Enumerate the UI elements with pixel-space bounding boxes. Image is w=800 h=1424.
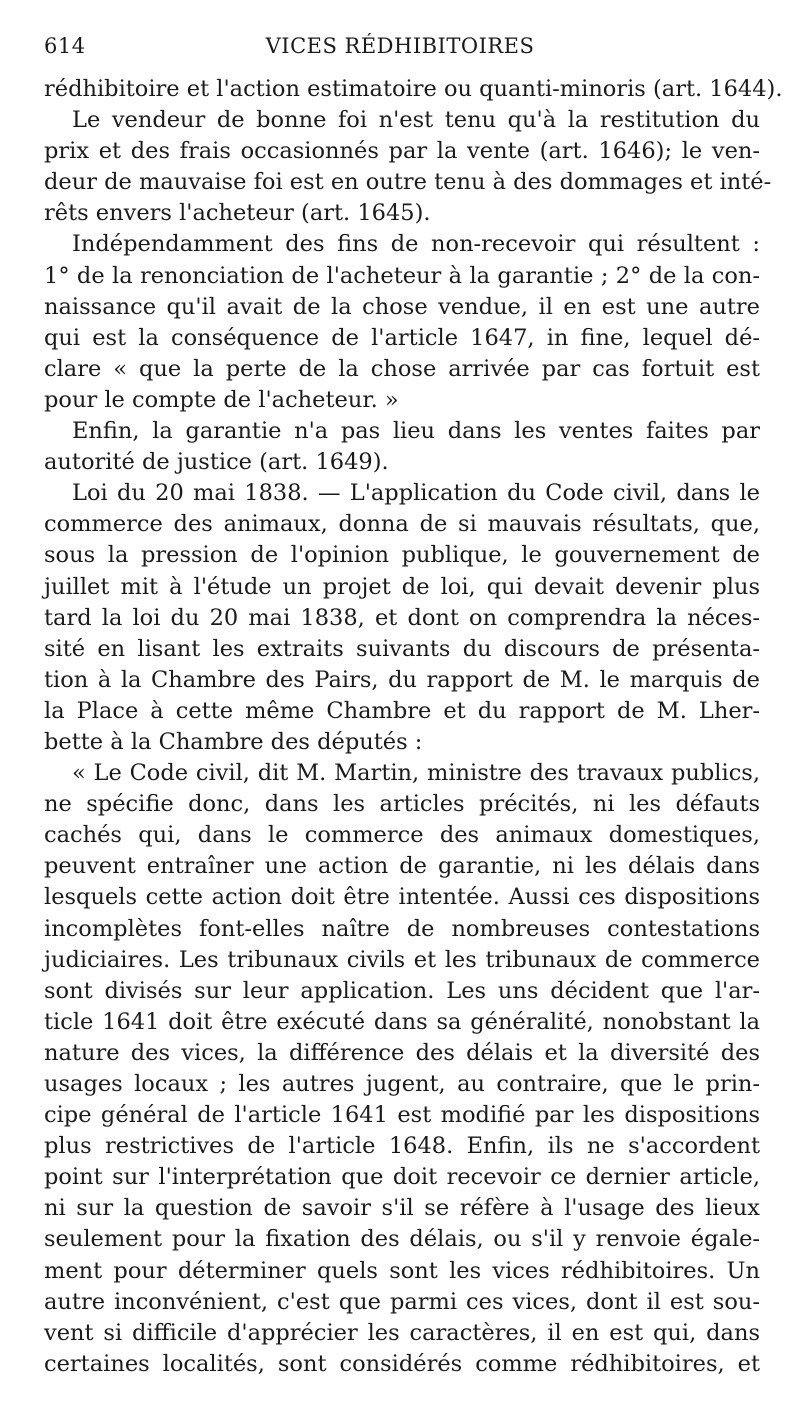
text-line: vent si difficile d'apprécier les caractères, il en est qui, dans xyxy=(44,1319,760,1346)
text-line: rédhibitoire et l'action estimatoire ou quanti-minoris (art. 1644). xyxy=(44,76,783,102)
text-line: sité en lisant les extraits suivants du discours de présenta- xyxy=(44,635,760,662)
text-line: commerce des animaux, donna de si mauvais résultats, que, xyxy=(44,511,760,538)
text-line: deur de mauvaise foi est en outre tenu à des dommages et inté- xyxy=(44,169,772,196)
text-line: qui est la conséquence de l'article 1647, in fine, lequel dé- xyxy=(44,324,760,351)
text-line: ne spécifie donc, dans les articles précités, ni les défauts xyxy=(44,791,760,818)
page-number: 614 xyxy=(44,34,86,58)
text-line: rêts envers l'acheteur (art. 1645). xyxy=(44,200,431,227)
text-line: peuvent entraîner une action de garantie, ni les délais dans xyxy=(44,853,760,880)
text-line: bette à la Chambre des députés : xyxy=(44,728,423,755)
text-line: clare « que la perte de la chose arrivée par cas fortuit est xyxy=(44,355,760,382)
text-line: ment pour déterminer quels sont les vices rédhibitoires. Un xyxy=(44,1257,760,1284)
page-body xyxy=(44,74,783,1380)
text-line: judiciaires. Les tribunaux civils et les tribunaux de commerce xyxy=(44,946,760,973)
text-line: plus restrictives de l'article 1648. Enfin, ils ne s'accordent xyxy=(44,1133,760,1160)
text-line: Loi du 20 mai 1838. — L'application du Code civil, dans le xyxy=(72,480,760,507)
text-line: nature des vices, la différence des délais et la diversité des xyxy=(44,1039,760,1066)
text-line: 1° de la renonciation de l'acheteur à la garantie ; 2° de la con- xyxy=(44,262,760,289)
text-line: ticle 1641 doit être exécuté dans sa généralité, nonobstant la xyxy=(44,1008,760,1035)
text-line: autorité de justice (art. 1649). xyxy=(44,449,389,476)
text-line: certaines localités, sont considérés comme rédhibitoires, et xyxy=(44,1350,760,1377)
text-line: tion à la Chambre des Pairs, du rapport de M. le marquis de xyxy=(44,666,760,693)
text-line: juillet mit à l'étude un projet de loi, qui devait devenir plus xyxy=(44,573,760,600)
text-line: point sur l'interprétation que doit recevoir ce dernier article, xyxy=(44,1164,760,1191)
text-line: Indépendamment des fins de non-recevoir qui résultent : xyxy=(72,231,760,258)
text-line: naissance qu'il avait de la chose vendue, il en est une autre xyxy=(44,293,760,320)
text-line: pour le compte de l'acheteur. » xyxy=(44,386,399,413)
text-line: la Place à cette même Chambre et du rapport de M. Lher- xyxy=(44,697,760,724)
text-line: lesquels cette action doit être intentée. Aussi ces dispositions xyxy=(44,884,760,911)
text-line: seulement pour la fixation des délais, ou s'il y renvoie égale- xyxy=(44,1226,760,1253)
text-line: sont divisés sur leur application. Les uns décident que l'ar- xyxy=(44,977,760,1004)
text-line: prix et des frais occasionnés par la vente (art. 1646); le ven- xyxy=(44,138,760,165)
text-line: sous la pression de l'opinion publique, le gouvernement de xyxy=(44,542,760,569)
page-header xyxy=(44,34,756,62)
text-line: autre inconvénient, c'est que parmi ces vices, dont il est sou- xyxy=(44,1288,760,1315)
text-line: cipe général de l'article 1641 est modifié par les dispositions xyxy=(44,1102,760,1129)
text-line: ni sur la question de savoir s'il se réfère à l'usage des lieux xyxy=(44,1195,760,1222)
text-line: usages locaux ; les autres jugent, au contraire, que le prin- xyxy=(44,1071,760,1097)
text-line: « Le Code civil, dit M. Martin, ministre des travaux publics, xyxy=(72,760,760,787)
text-line: incomplètes font-elles naître de nombreuses contestations xyxy=(44,915,760,942)
text-line: Enfin, la garantie n'a pas lieu dans les ventes faites par xyxy=(72,418,760,445)
text-line: Le vendeur de bonne foi n'est tenu qu'à la restitution du xyxy=(72,107,760,134)
text-line: cachés qui, dans le commerce des animaux domestiques, xyxy=(44,822,760,849)
text-line: tard la loi du 20 mai 1838, et dont on comprendra la néces- xyxy=(44,604,760,631)
running-title: VICES RÉDHIBITOIRES xyxy=(265,34,535,58)
